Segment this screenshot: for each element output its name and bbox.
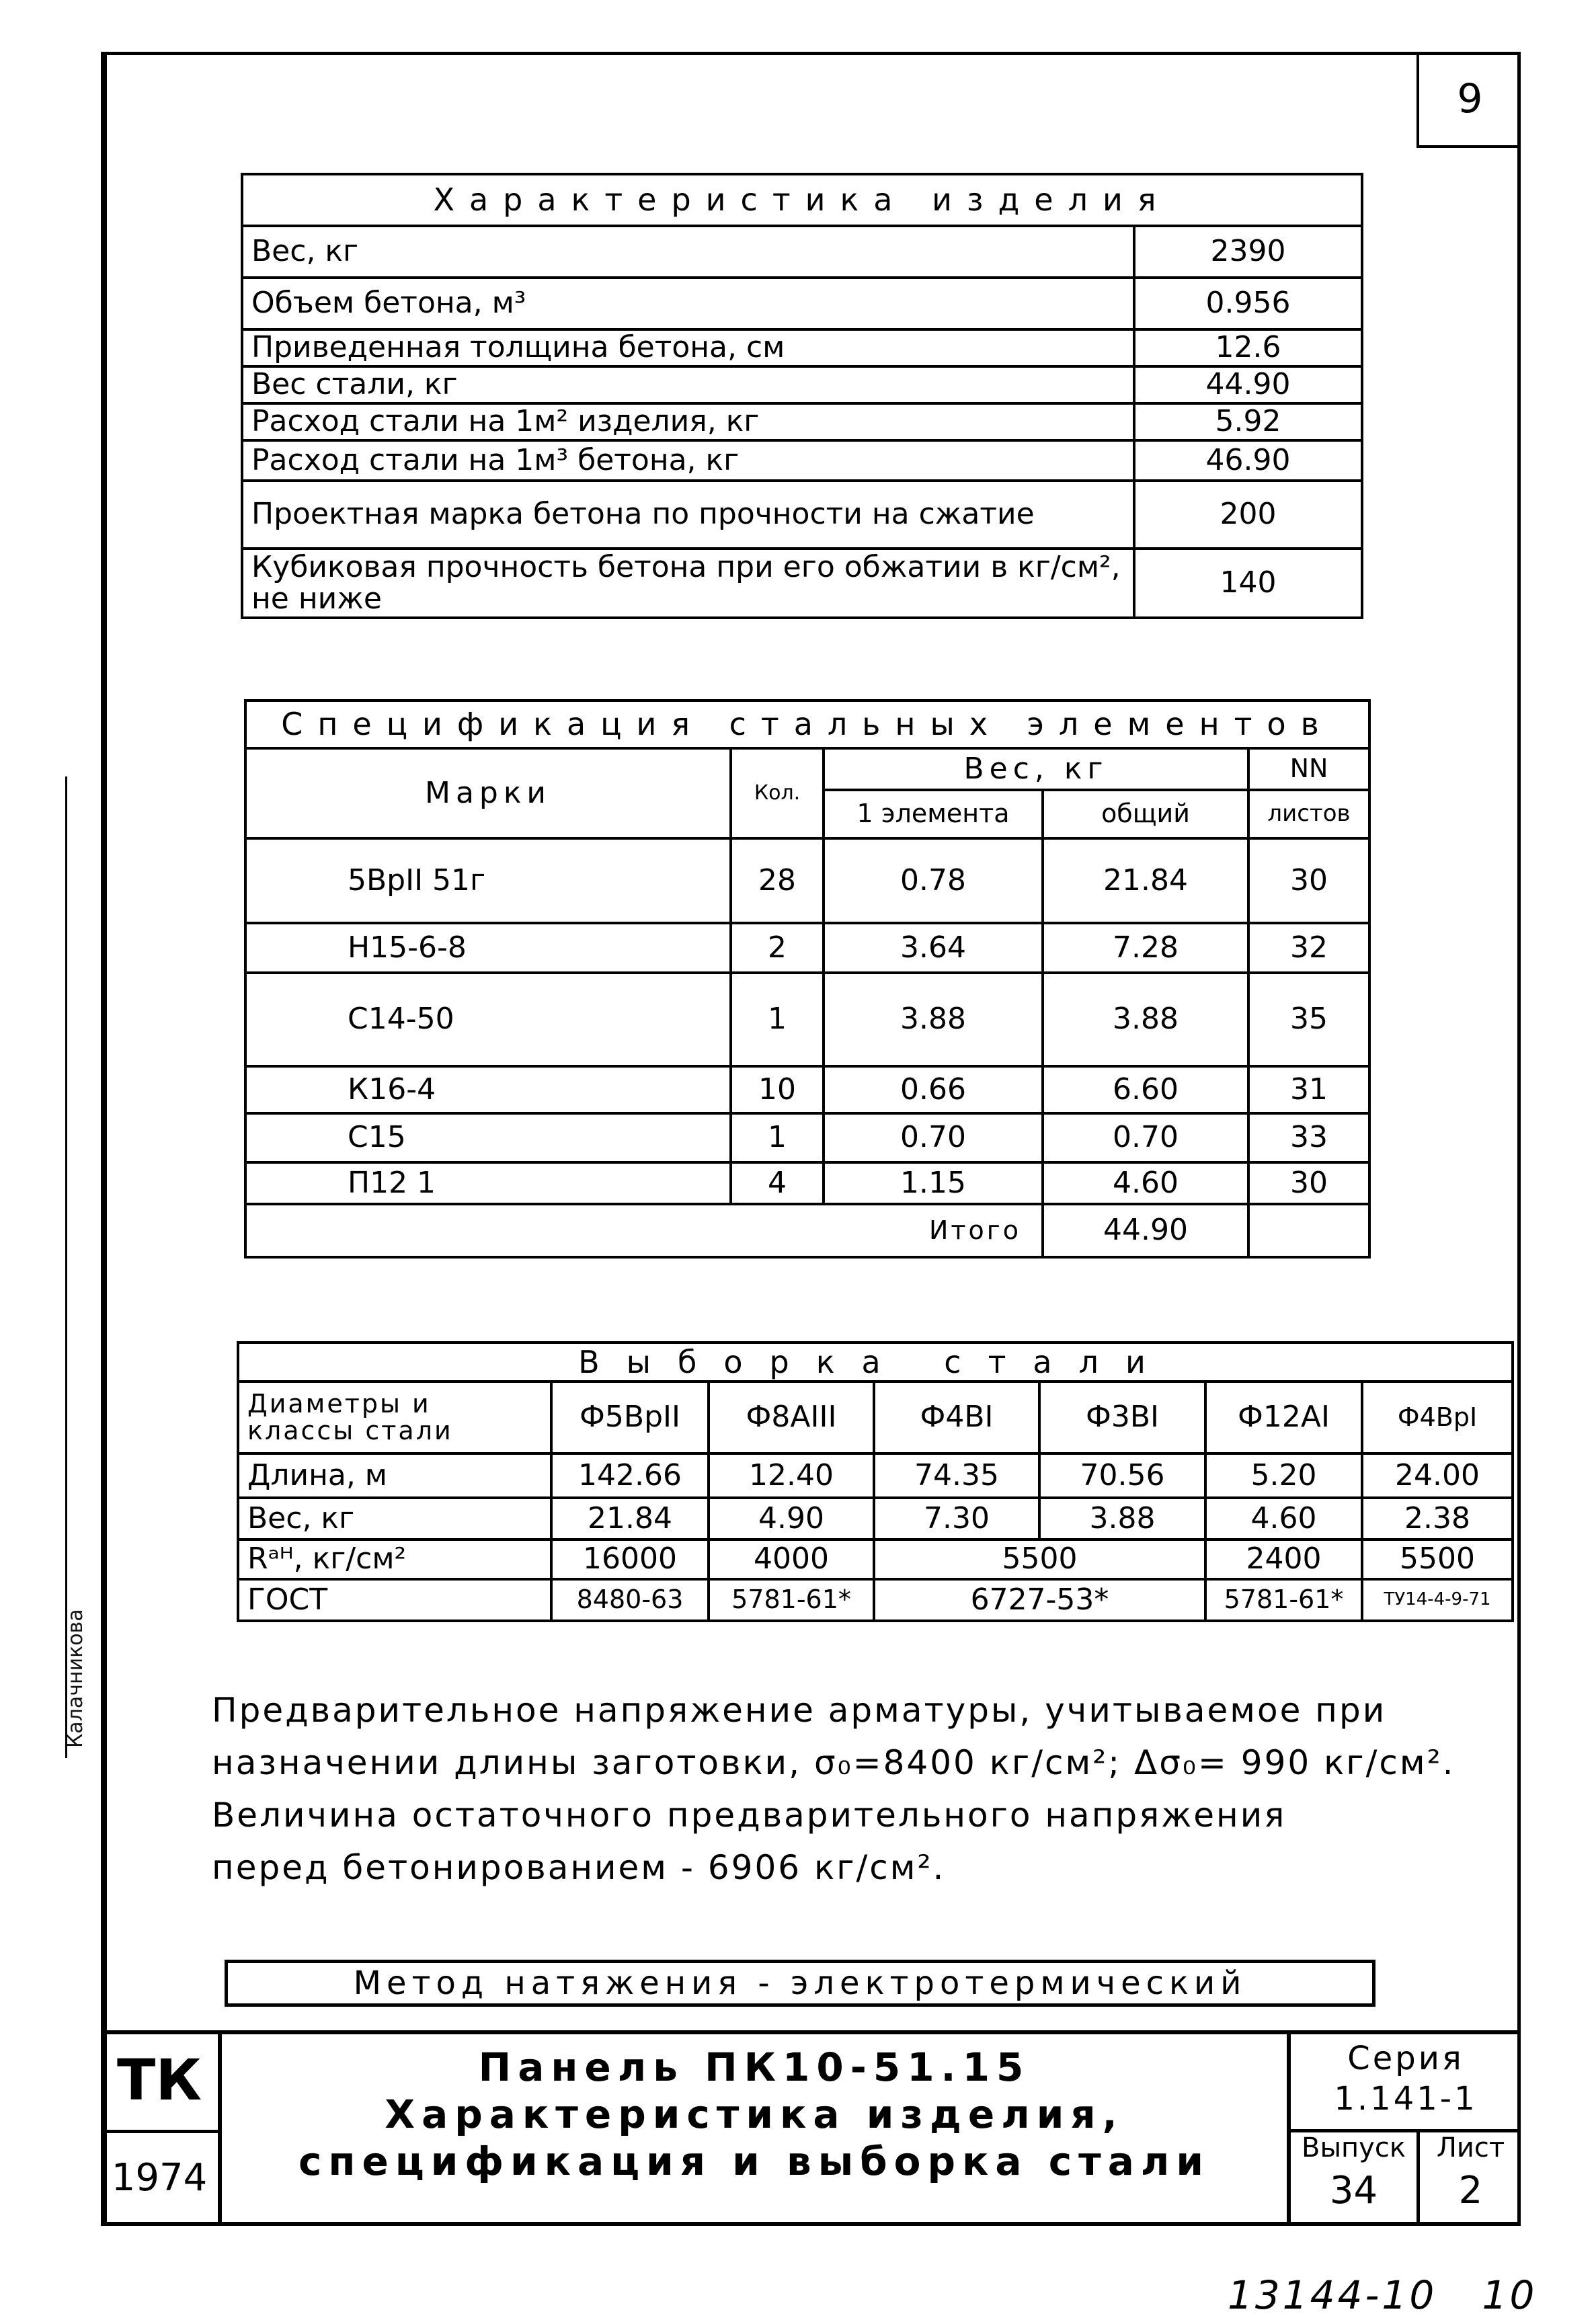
row-label: Проектная марка бетона по прочности на сжатие [242,481,1134,549]
cell: 24.00 [1362,1453,1513,1498]
side-stamp: Калачникова [64,1609,87,1748]
total: 6.60 [1043,1066,1248,1113]
column-header: Ф4ВрI [1362,1382,1513,1453]
title-line: Характеристика изделия, [385,2091,1124,2137]
sheet-label: Лист [1436,2132,1505,2163]
cell: 5.20 [1205,1453,1362,1498]
row-label: Расход стали на 1м² изделия, кг [242,403,1134,440]
row-value: 200 [1134,481,1362,549]
total: 7.28 [1043,923,1248,973]
row-label: Кубиковая прочность бетона при его обжатии в кг/см², не ниже [242,549,1134,618]
column-header: Ф3ВI [1039,1382,1205,1453]
sheet: 32 [1248,923,1369,973]
row-label: ГОСТ [238,1579,551,1621]
series [1291,2030,1521,2132]
sheet: 33 [1248,1113,1369,1162]
per: 3.88 [824,973,1043,1066]
cell: 142.66 [551,1453,709,1498]
page-number: 9 [1417,52,1521,148]
row-value: 12.6 [1134,329,1362,366]
per: 0.78 [824,838,1043,923]
cell: 3.88 [1039,1498,1205,1540]
qty: 28 [731,838,824,923]
row-value: 46.90 [1134,440,1362,481]
title-block-org [101,2030,222,2226]
archive-number: 13144-10 10 [1228,2272,1538,2318]
prestress-notes [212,1684,1489,1894]
header-nn: NN [1248,748,1369,790]
tensioning-method: Метод натяжения - электротермический [225,1960,1375,2007]
cell: 8480-63 [551,1579,709,1621]
sheet [1417,2132,1525,2226]
header-per-element: 1 элемента [824,790,1043,838]
title-line: спецификация и выборка стали [298,2139,1210,2184]
row-label: Длина, м [238,1453,551,1498]
sheet: 31 [1248,1066,1369,1113]
column-header: Ф12АI [1205,1382,1362,1453]
row-label: Rᵃᴴ, кг/см² [238,1540,551,1579]
qty: 4 [731,1162,824,1204]
cell: 7.30 [874,1498,1039,1540]
row-value: 0.956 [1134,278,1362,329]
issue-label: Выпуск [1302,2132,1406,2163]
mark: К16-4 [245,1066,731,1113]
cell: 5781-61* [1205,1579,1362,1621]
note-line: назначении длины заготовки, σ₀=8400 кг/см²; Δσ₀= 990 кг/см². [212,1743,1455,1782]
title-line: Панель ПК10-51.15 [478,2044,1031,2090]
cell: 4.60 [1205,1498,1362,1540]
per: 0.70 [824,1113,1043,1162]
specification-table [244,699,1371,1258]
drawing-title [222,2044,1287,2185]
mark: С14-50 [245,973,731,1066]
row-label: Вес, кг [242,226,1134,278]
cell: ТУ14-4-9-71 [1362,1579,1513,1621]
cell: 12.40 [709,1453,874,1498]
table-row [245,1162,1369,1204]
table-row [245,1113,1369,1162]
row-label: Вес, кг [238,1498,551,1540]
row-value: 44.90 [1134,366,1362,403]
header-total: общий [1043,790,1248,838]
specification-title: Спецификация стальных элементов [245,701,1369,748]
empty-cell [1248,1204,1369,1257]
table-row [245,1066,1369,1113]
row-label: Приведенная толщина бетона, см [242,329,1134,366]
row-label: Вес стали, кг [242,366,1134,403]
total-label: Итого [245,1204,1043,1257]
note-line: Величина остаточного предварительного напряжения [212,1796,1287,1835]
cell: 5500 [1362,1540,1513,1579]
per: 3.64 [824,923,1043,973]
column-header: Ф5ВрII [551,1382,709,1453]
total-value: 44.90 [1043,1204,1248,1257]
cell: 16000 [551,1540,709,1579]
total: 0.70 [1043,1113,1248,1162]
header-sheets: листов [1248,790,1369,838]
table-row [245,973,1369,1066]
row-label: Объем бетона, м³ [242,278,1134,329]
steel-selection-table [237,1341,1514,1622]
mark: Н15-6-8 [245,923,731,973]
mark: П12 1 [245,1162,731,1204]
header-marks: Марки [245,748,731,838]
cell: 21.84 [551,1498,709,1540]
cell: 74.35 [874,1453,1039,1498]
cell: 6727-53* [874,1579,1205,1621]
sheet: 30 [1248,838,1369,923]
title-block-series [1287,2030,1521,2226]
sheet: 35 [1248,973,1369,1066]
per: 0.66 [824,1066,1043,1113]
note-line: перед бетонированием - 6906 кг/см². [212,1848,946,1887]
table-row [245,923,1369,973]
qty: 10 [731,1066,824,1113]
column-header: Ф4ВI [874,1382,1039,1453]
header-weight: Вес, кг [824,748,1248,790]
characteristics-title: Характеристика изделия [242,174,1362,226]
per: 1.15 [824,1162,1043,1204]
qty: 1 [731,973,824,1066]
row-value: 2390 [1134,226,1362,278]
row-value: 140 [1134,549,1362,618]
cell: 2.38 [1362,1498,1513,1540]
cell: 70.56 [1039,1453,1205,1498]
column-header: Ф8АIII [709,1382,874,1453]
table-row [245,838,1369,923]
issue [1291,2132,1420,2226]
cell: 2400 [1205,1540,1362,1579]
sheet: 30 [1248,1162,1369,1204]
row-label: Диаметры и классы стали [238,1382,551,1453]
cell: 5500 [874,1540,1205,1579]
year: 1974 [111,2156,208,2200]
cell: 4000 [709,1540,874,1579]
mark: С15 [245,1113,731,1162]
total: 4.60 [1043,1162,1248,1204]
note-line: Предварительное напряжение арматуры, учитываемое при [212,1691,1387,1730]
header-qty: Кол. [731,748,824,838]
org-code: ТК [101,2030,218,2133]
cell: 4.90 [709,1498,874,1540]
cell: 5781-61* [709,1579,874,1621]
qty: 2 [731,923,824,973]
row-value: 5.92 [1134,403,1362,440]
qty: 1 [731,1113,824,1162]
series-label: Серия [1347,2040,1464,2077]
issue-value: 34 [1329,2169,1378,2212]
steel-selection-title: Выборка стали [238,1343,1513,1382]
total: 3.88 [1043,973,1248,1066]
mark: 5ВрII 51г [245,838,731,923]
sheet-value: 2 [1458,2169,1483,2212]
total: 21.84 [1043,838,1248,923]
series-value: 1.141-1 [1334,2080,1478,2118]
characteristics-table [241,173,1363,619]
row-label: Расход стали на 1м³ бетона, кг [242,440,1134,481]
